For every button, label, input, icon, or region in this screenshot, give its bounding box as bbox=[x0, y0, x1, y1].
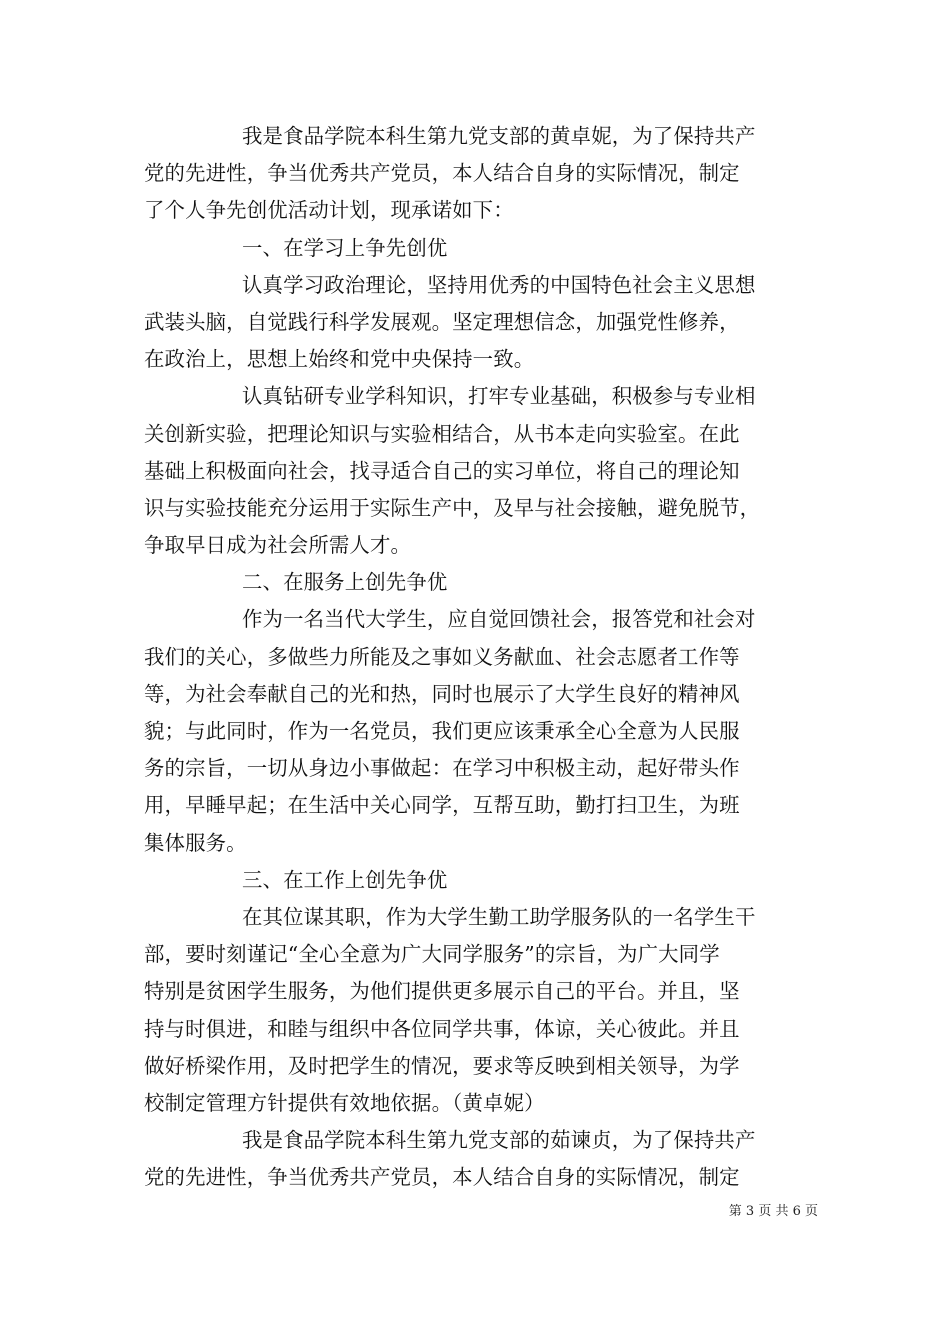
text-line: 校制定管理方针提供有效地依据。（黄卓妮） bbox=[144, 1090, 545, 1115]
text-line: 在其位谋其职，作为大学生勤工助学服务队的一名学生干 bbox=[242, 904, 756, 929]
section-heading: 一、在学习上争先创优 bbox=[242, 235, 448, 260]
text-line: 等，为社会奉献自己的光和热，同时也展示了大学生良好的精神风 bbox=[144, 681, 740, 706]
text-line: 部，要时刻谨记“全心全意为广大同学服务”的宗旨，为广大同学 bbox=[144, 942, 720, 967]
text-line: 认真学习政治理论，坚持用优秀的中国特色社会主义思想 bbox=[242, 272, 756, 297]
text-line: 务的宗旨，一切从身边小事做起：在学习中积极主动，起好带头作 bbox=[144, 756, 740, 781]
text-line: 我是食品学院本科生第九党支部的黄卓妮，为了保持共产 bbox=[242, 124, 756, 148]
text-line: 集体服务。 bbox=[144, 830, 247, 855]
text-line: 关创新实验，把理论知识与实验相结合，从书本走向实验室。在此 bbox=[144, 421, 740, 446]
section-heading: 三、在工作上创先争优 bbox=[242, 867, 448, 892]
text-line: 我是食品学院本科生第九党支部的茹谏贞，为了保持共产 bbox=[242, 1128, 756, 1153]
text-line: 党的先进性，争当优秀共产党员，本人结合自身的实际情况，制定 bbox=[144, 1165, 740, 1190]
text-line: 貌；与此同时，作为一名党员，我们更应该秉承全心全意为人民服 bbox=[144, 719, 740, 743]
text-line: 我们的关心，多做些力所能及之事如义务献血、社会志愿者工作等 bbox=[144, 644, 740, 669]
text-line: 武装头脑，自觉践行科学发展观。坚定理想信念，加强党性修养， bbox=[144, 309, 740, 334]
document-body bbox=[144, 118, 824, 1196]
text-line: 用，早睡早起；在生活中关心同学，互帮互助，勤打扫卫生，为班 bbox=[144, 793, 740, 818]
page-number-footer: 第 3 页 共 6 页 bbox=[728, 1204, 818, 1219]
text-line: 党的先进性，争当优秀共产党员，本人结合自身的实际情况，制定 bbox=[144, 161, 740, 186]
text-line: 做好桥梁作用，及时把学生的情况，要求等反映到相关领导，为学 bbox=[144, 1053, 740, 1078]
text-line: 了个人争先创优活动计划，现承诺如下： bbox=[144, 198, 514, 223]
text-line: 识与实验技能充分运用于实际生产中，及早与社会接触，避免脱节， bbox=[144, 495, 761, 520]
text-line: 争取早日成为社会所需人才。 bbox=[144, 533, 412, 558]
text-line: 认真钻研专业学科知识，打牢专业基础，积极参与专业相 bbox=[242, 384, 756, 409]
text-line: 在政治上，思想上始终和党中央保持一致。 bbox=[144, 347, 535, 372]
section-heading: 二、在服务上创先争优 bbox=[242, 570, 448, 595]
text-line: 作为一名当代大学生，应自觉回馈社会，报答党和社会对 bbox=[242, 607, 756, 632]
text-line: 基础上积极面向社会，找寻适合自己的实习单位，将自己的理论知 bbox=[144, 458, 740, 483]
text-line: 持与时俱进，和睦与组织中各位同学共事，体谅，关心彼此。并且 bbox=[144, 1016, 740, 1041]
text-line: 特别是贫困学生服务，为他们提供更多展示自己的平台。并且，坚 bbox=[144, 979, 740, 1004]
